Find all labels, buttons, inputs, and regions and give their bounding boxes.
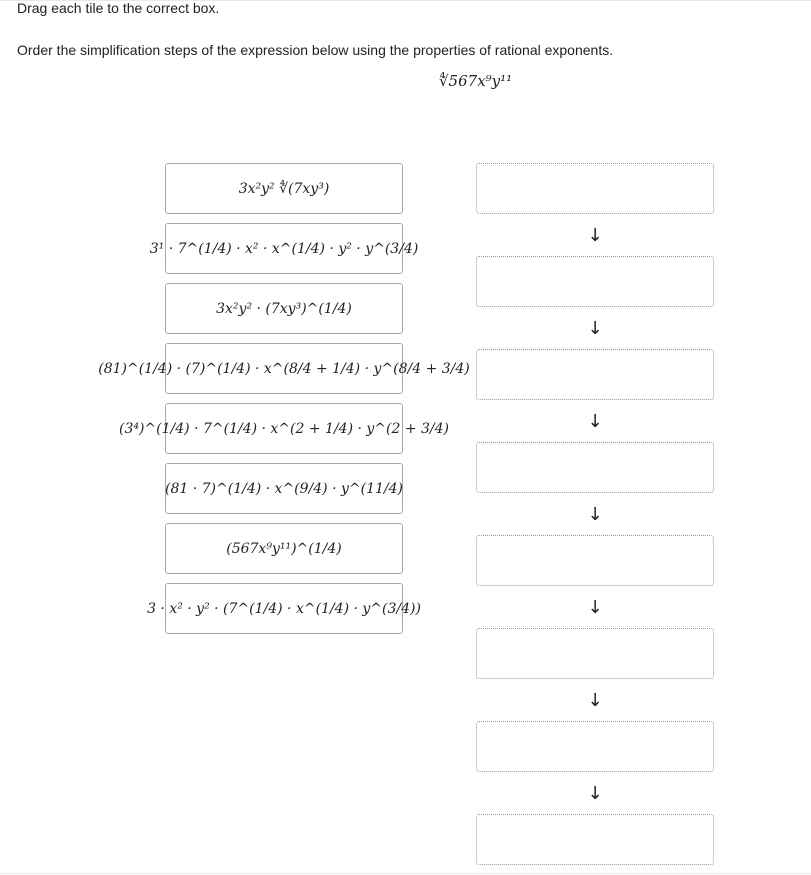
drop-box-2[interactable] <box>476 256 714 307</box>
given-expression: ∜567x⁹y¹¹ <box>439 72 513 90</box>
tile-1[interactable]: 3x²y² ∜(7xy³) <box>165 163 403 214</box>
tile-3[interactable]: 3x²y² · (7xy³)^(1/4) <box>165 283 403 334</box>
bottom-divider <box>0 873 811 874</box>
down-arrow-icon: ↓ <box>587 411 603 432</box>
drop-box-4[interactable] <box>476 442 714 493</box>
tile-2[interactable]: 3¹ · 7^(1/4) · x² · x^(1/4) · y² · y^(3/4) <box>165 223 403 274</box>
drag-instructions: Drag each tile to the correct box. <box>17 0 220 16</box>
drop-box-6[interactable] <box>476 628 714 679</box>
tile-7[interactable]: (567x⁹y¹¹)^(1/4) <box>165 523 403 574</box>
drop-box-8[interactable] <box>476 814 714 865</box>
down-arrow-icon: ↓ <box>587 504 603 525</box>
drop-box-7[interactable] <box>476 721 714 772</box>
drop-box-3[interactable] <box>476 349 714 400</box>
down-arrow-icon: ↓ <box>587 783 603 804</box>
drop-box-1[interactable] <box>476 163 714 214</box>
tile-5[interactable]: (3⁴)^(1/4) · 7^(1/4) · x^(2 + 1/4) · y^(2 + 3/4) <box>165 403 403 454</box>
down-arrow-icon: ↓ <box>587 318 603 339</box>
down-arrow-icon: ↓ <box>587 225 603 246</box>
down-arrow-icon: ↓ <box>587 597 603 618</box>
task-instructions: Order the simplification steps of the expression below using the properties of rational exponents. <box>17 42 614 58</box>
drop-box-5[interactable] <box>476 535 714 586</box>
tile-8[interactable]: 3 · x² · y² · (7^(1/4) · x^(1/4) · y^(3/4)) <box>165 583 403 634</box>
tile-6[interactable]: (81 · 7)^(1/4) · x^(9/4) · y^(11/4) <box>165 463 403 514</box>
down-arrow-icon: ↓ <box>587 690 603 711</box>
tile-4[interactable]: (81)^(1/4) · (7)^(1/4) · x^(8/4 + 1/4) · y^(8/4 + 3/4) <box>165 343 403 394</box>
